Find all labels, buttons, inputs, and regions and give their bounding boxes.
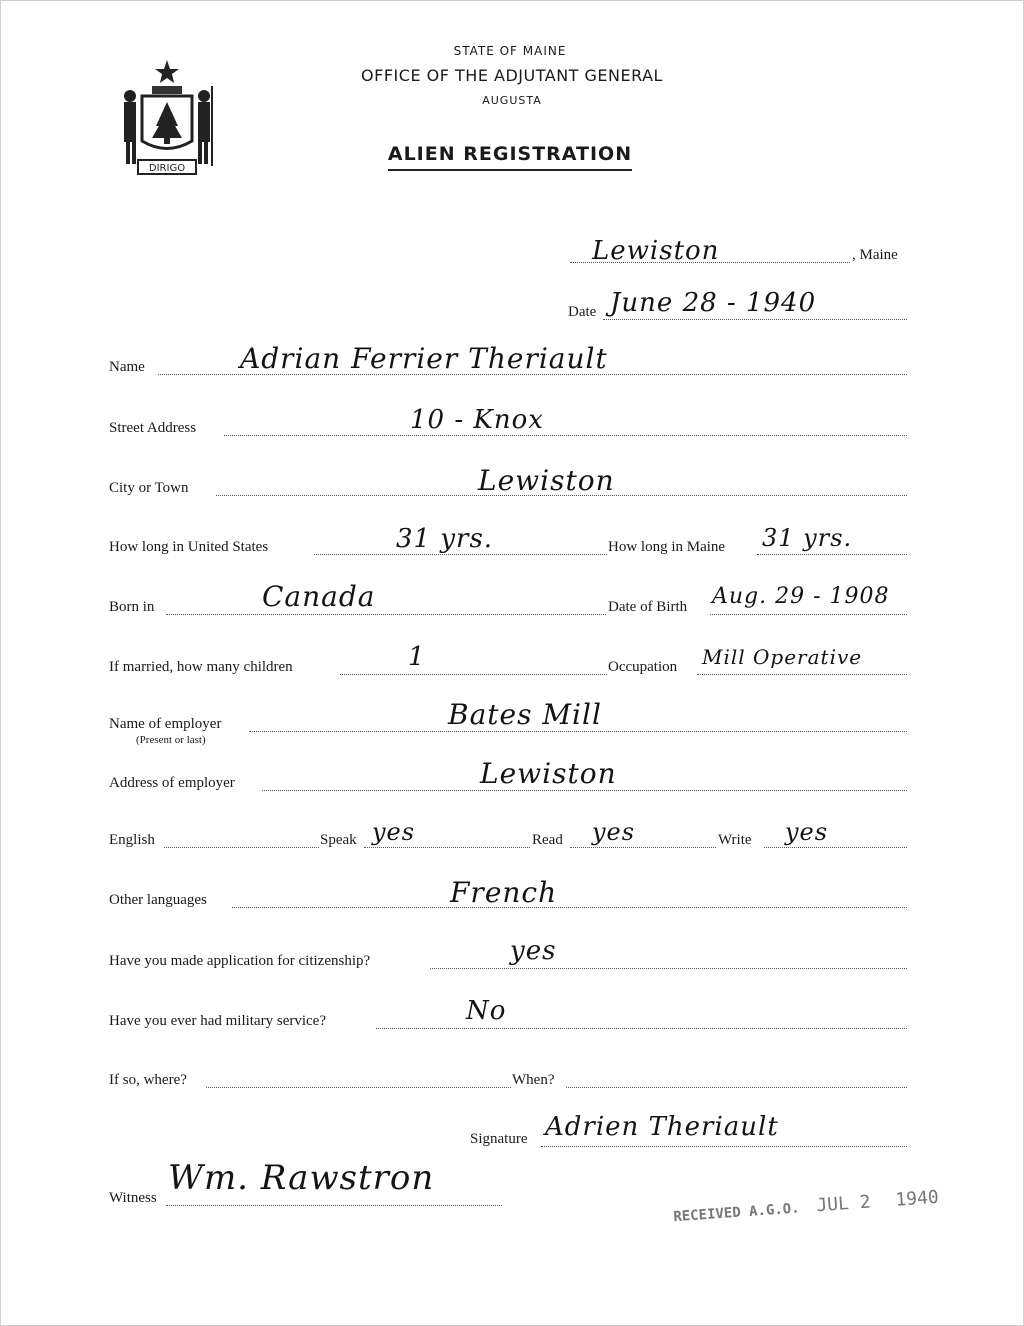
maine-line: [757, 554, 907, 555]
us-label: How long in United States: [109, 539, 269, 555]
place-value: Lewiston: [592, 236, 720, 266]
born-value: Canada: [262, 580, 376, 613]
write-value: yes: [785, 818, 829, 846]
read-line: [570, 847, 716, 848]
where-label: If so, where?: [109, 1072, 187, 1088]
citizenship-label: Have you made application for citizenship?: [109, 953, 371, 969]
english-line: [164, 847, 319, 848]
employer-label: Name of employer: [109, 716, 222, 732]
maine-value: 31 yrs.: [762, 524, 853, 552]
write-line: [764, 847, 907, 848]
employer-address-value: Lewiston: [480, 757, 617, 790]
page-title-text: ALIEN REGISTRATION: [388, 143, 632, 171]
us-line: [314, 554, 607, 555]
employer-address-line: [262, 790, 907, 791]
name-label: Name: [109, 359, 145, 375]
stamp-received: RECEIVED A.G.O.: [672, 1200, 801, 1226]
signature-value: Adrien Theriault: [545, 1112, 779, 1142]
maine-label: How long in Maine: [608, 539, 726, 555]
citizenship-line: [430, 968, 907, 969]
born-label: Born in: [109, 599, 155, 615]
witness-label: Witness: [109, 1190, 157, 1206]
witness-value: Wm. Rawstron: [168, 1158, 435, 1198]
military-value: No: [466, 996, 507, 1026]
speak-value: yes: [372, 818, 416, 846]
where-line: [206, 1087, 511, 1088]
employer-line: [249, 731, 907, 732]
city-value: Lewiston: [478, 464, 615, 497]
dob-value: Aug. 29 - 1908: [712, 584, 890, 609]
header-office: OFFICE OF THE ADJUTANT GENERAL: [361, 66, 663, 85]
header-city: AUGUSTA: [482, 94, 542, 107]
signature-label: Signature: [470, 1131, 528, 1147]
write-label: Write: [718, 832, 752, 848]
stamp-year: 1940: [894, 1186, 940, 1211]
military-line: [376, 1028, 907, 1029]
occupation-line: [697, 674, 907, 675]
when-label: When?: [512, 1072, 555, 1088]
us-value: 31 yrs.: [396, 524, 494, 554]
when-line: [566, 1087, 907, 1088]
street-line: [224, 435, 907, 436]
other-languages-value: French: [450, 876, 558, 909]
date-line: [603, 319, 907, 320]
employer-sublabel: (Present or last): [136, 734, 206, 746]
date-value: June 28 - 1940: [610, 288, 817, 318]
children-line: [340, 674, 607, 675]
other-languages-label: Other languages: [109, 892, 207, 908]
seal-motto: DIRIGO: [148, 163, 186, 174]
speak-line: [364, 847, 530, 848]
speak-label: Speak: [320, 832, 357, 848]
stamp-date: JUL 2: [815, 1191, 872, 1217]
signature-line: [541, 1146, 907, 1147]
occupation-label: Occupation: [608, 659, 678, 675]
header-state: STATE OF MAINE: [453, 44, 567, 58]
read-value: yes: [592, 818, 636, 846]
street-label: Street Address: [109, 420, 197, 436]
read-label: Read: [532, 832, 563, 848]
children-label: If married, how many children: [109, 659, 293, 675]
children-value: 1: [408, 642, 426, 672]
employer-address-label: Address of employer: [109, 775, 235, 791]
name-value: Adrian Ferrier Theriault: [240, 342, 608, 375]
dob-label: Date of Birth: [608, 599, 688, 615]
english-label: English: [109, 832, 155, 848]
born-line: [166, 614, 606, 615]
citizenship-value: yes: [510, 936, 557, 966]
witness-line: [166, 1205, 502, 1206]
city-label: City or Town: [109, 480, 189, 496]
employer-value: Bates Mill: [448, 698, 602, 731]
place-suffix: , Maine: [852, 247, 898, 263]
street-value: 10 - Knox: [410, 405, 544, 435]
date-label: Date: [568, 304, 597, 320]
occupation-value: Mill Operative: [702, 645, 863, 669]
other-languages-line: [232, 907, 907, 908]
military-label: Have you ever had military service?: [109, 1013, 326, 1029]
page-title: [0, 143, 1022, 165]
dob-line: [710, 614, 907, 615]
